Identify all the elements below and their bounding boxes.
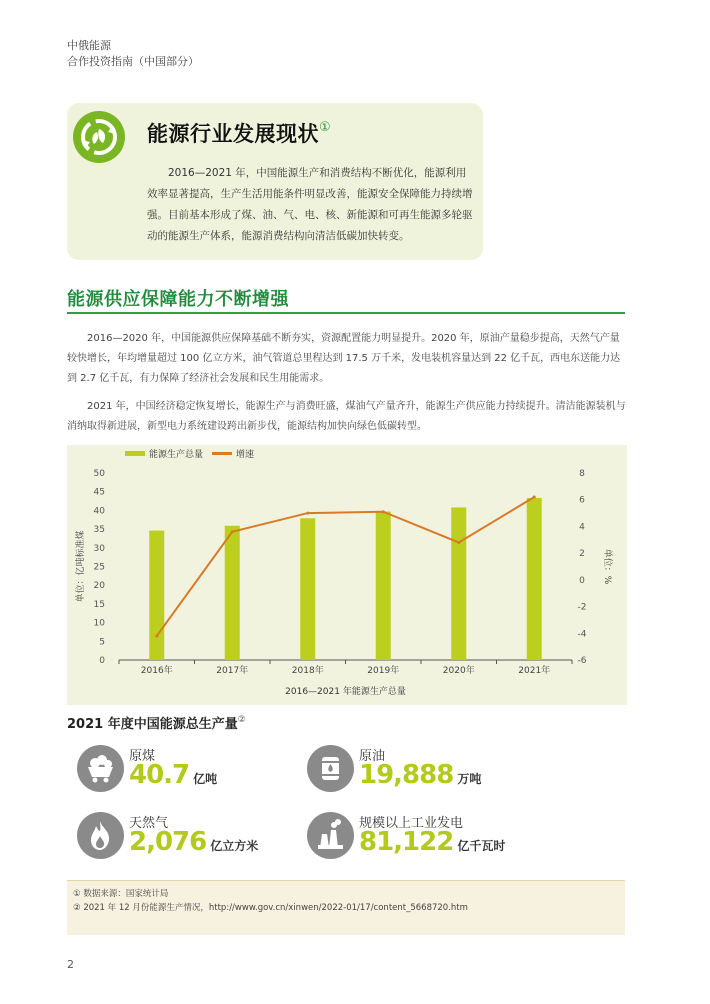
intro-footnote-mark: ①: [319, 120, 332, 135]
y-tick-label: 5: [99, 637, 105, 648]
y-tick-label: 10: [93, 618, 105, 629]
stat-gas: [67, 812, 267, 872]
y-tick-label: 50: [93, 469, 105, 479]
stat-value: 19,888 万吨: [359, 760, 482, 790]
footnote-2: ② 2021 年 12 月份能源生产情况，http://www.gov.cn/xinwen/2022-01/17/content_5668720.htm: [73, 903, 468, 913]
paragraph-2: 2021 年，中国经济稳定恢复增长，能源生产与消费旺盛，煤油气产量齐升，能源生产供应能力持续提升。清洁能源装机与消纳取得新进展，新型电力系统建设跨出新步伐，能源结构加快向绿色低碳转型。: [67, 401, 626, 432]
line-point: [155, 634, 158, 637]
intro-title: 能源行业发展现状①: [147, 120, 332, 146]
x-tick-label: 2020年: [442, 666, 475, 676]
line-point: [533, 496, 536, 499]
x-tick-label: 2017年: [216, 666, 249, 676]
y-tick-label: 35: [93, 525, 105, 536]
stat-value: 40.7 亿吨: [129, 760, 218, 790]
y-tick-label: 40: [93, 506, 105, 517]
stat-value: 2,076 亿立方米: [129, 827, 259, 857]
y2-tick-label: -2: [577, 602, 587, 613]
bar: [300, 518, 315, 660]
energy-chart: [67, 445, 627, 705]
stat-label: 原煤: [129, 749, 156, 764]
stat-value: 81,122 亿千瓦时: [359, 827, 506, 857]
growth-line: [157, 497, 535, 636]
y-tick-label: 20: [93, 581, 105, 592]
y2-tick-label: 0: [579, 575, 585, 586]
y-axis-label: 单位：亿吨标准煤: [76, 530, 86, 603]
bar: [451, 507, 466, 660]
legend-swatch-bar: [125, 451, 145, 456]
header-line1: 中俄能源: [67, 39, 111, 52]
stat-coal: [67, 745, 267, 805]
output-footnote-mark: ②: [237, 715, 246, 725]
y2-tick-label: 2: [579, 549, 585, 560]
output-title: 2021 年度中国能源总生产量②: [67, 715, 246, 732]
power-plant-icon: [307, 812, 354, 859]
stat-oil: [297, 745, 497, 805]
legend-label-bar: 能源生产总量: [149, 450, 204, 460]
line-point: [306, 512, 309, 515]
legend-label-line: 增速: [236, 450, 255, 460]
line-point: [231, 530, 234, 533]
running-header: [67, 38, 199, 70]
y-tick-label: 30: [93, 543, 105, 554]
bar: [225, 526, 240, 660]
section-title: 能源供应保障能力不断增强: [67, 289, 289, 310]
flame-icon: [77, 812, 124, 859]
x-tick-label: 2018年: [291, 666, 324, 676]
coal-cart-icon: [77, 745, 124, 792]
recycle-leaf-icon: [72, 110, 126, 164]
section-divider: [67, 312, 625, 314]
y2-tick-label: 4: [579, 522, 585, 533]
y-tick-label: 0: [99, 656, 105, 666]
footnote-1: ① 数据来源：国家统计局: [73, 889, 169, 899]
chart-title: 2016—2021 年能源生产总量: [285, 687, 406, 697]
x-tick-label: 2016年: [140, 666, 173, 676]
oil-barrel-icon: [307, 745, 354, 792]
stat-label: 规模以上工业发电: [359, 816, 464, 831]
intro-text: 2016—2021 年，中国能源生产和消费结构不断优化，能源利用效率显著提高，生产生活用能条件明显改善，能源安全保障能力持续增强。目前基本形成了煤、油、气、电、核、新能源和可再生能源多轮驱动的能源生产体系，能源消费结构向清洁低碳加快转变。: [147, 167, 473, 242]
y2-tick-label: 8: [579, 469, 585, 479]
y2-tick-label: -6: [577, 656, 587, 666]
bar: [527, 498, 542, 660]
x-tick-label: 2021年: [518, 666, 551, 676]
y-tick-label: 25: [93, 562, 105, 573]
stat-power: [297, 812, 506, 872]
legend-swatch-line: [212, 452, 232, 455]
line-point: [382, 510, 385, 513]
y2-tick-label: 6: [579, 495, 585, 506]
y-tick-label: 45: [93, 487, 105, 498]
y2-tick-label: -4: [577, 629, 587, 640]
paragraph-1: 2016—2020 年，中国能源供应保障基础不断夯实，资源配置能力明显提升。2020 年，原油产量稳步提高，天然气产量较快增长，年均增量超过 100 亿立方米，油气管道总里程达到 17.5 万千米，发电装机容量达到 22 亿千瓦，西电东送能力达到 2.7 亿千瓦，有力保障了经济社会发展和民生用能需求。: [67, 333, 621, 384]
bar: [376, 512, 391, 660]
y2-axis-label: 单位：%: [602, 548, 612, 585]
header-line2: 合作投资指南（中国部分）: [67, 55, 199, 68]
x-tick-label: 2019年: [367, 666, 400, 676]
footnotes: [67, 880, 625, 935]
stat-label: 原油: [359, 749, 386, 764]
line-point: [457, 541, 460, 544]
chart-svg: [67, 445, 627, 705]
page-number: 2: [67, 958, 74, 971]
bar: [149, 531, 164, 660]
y-tick-label: 15: [93, 599, 105, 610]
stat-label: 天然气: [129, 816, 169, 831]
